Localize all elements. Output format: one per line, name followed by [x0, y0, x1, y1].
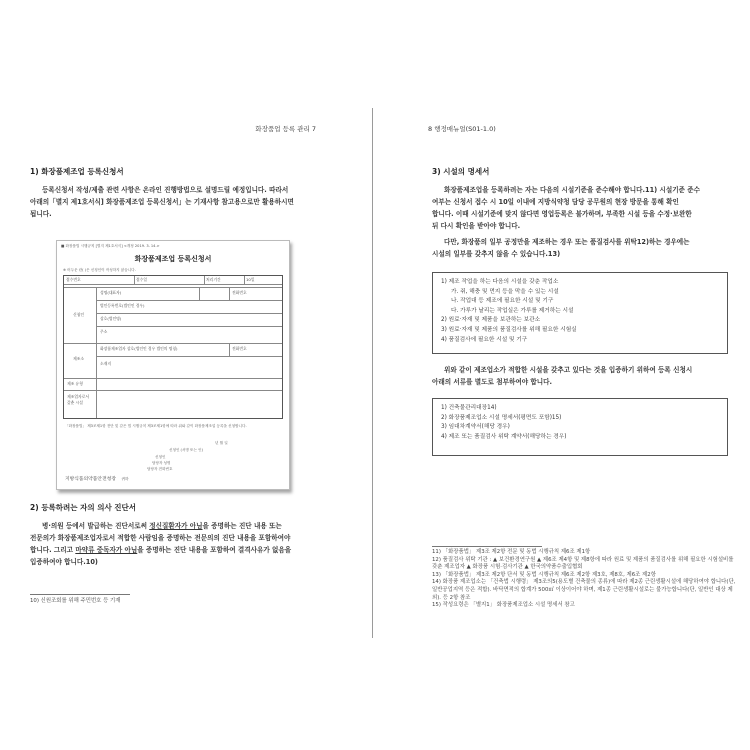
- section3-title: 3) 시설의 명세서: [432, 167, 490, 176]
- footnote: 12) 품질검사 위탁 기관 : ▲ 보건환경연구원 ▲ 제6조 제4항 및 제8항에 따라 원료 및 제품의 품질검사를 위해 필요한 시험설비를 갖춘 제조업자 ▲ 화장품 시험·검사기관 ▲ 한국의약품수출입협회: [432, 556, 734, 571]
- section2-underlined: 마약류 중독자가 아님: [75, 546, 138, 554]
- section2-line: 전문의가 화장품제조업자로서 적합한 사람임을 증명하는 전문의의 진단 내용을 포함하여야: [30, 534, 291, 542]
- registration-form-image: [56, 240, 290, 490]
- document-item: 1) 건축물관리대장14): [441, 405, 497, 411]
- document-item: 3) 임대차계약서(해당 경우): [441, 424, 510, 431]
- form-note: ※ 어두운 란( )은 신청인이 작성하지 않습니다.: [63, 268, 136, 272]
- form-signature-label: 담당자 전화번호: [147, 467, 173, 471]
- form-applicant-name-label: 성명(대표자): [100, 290, 122, 295]
- document-item: 4) 제조 또는 품질검사 위탁 계약서(해당하는 경우): [441, 433, 567, 440]
- section3-line: 뒤 다시 확인을 받아야 합니다.: [432, 222, 521, 230]
- requirement-item: 3) 원료·자재 및 제품의 품질검사를 위해 필요한 시험실: [441, 326, 577, 333]
- footnote: 15) 작성요령은 「별지1」 화장품제조업소 시설 명세서 참고: [432, 602, 575, 609]
- section3-line: 화장품제조업을 등록하려는 자는 다음의 시설기준을 준수해야 합니다.11) 시설기준 준수: [444, 186, 700, 194]
- form-date: 년 월 일: [215, 441, 228, 445]
- form-factory-row: 화장품제조업자 상호(법인인 경우 법인의 명칭): [100, 346, 178, 351]
- section3-line: 시설의 일부를 갖추지 않을 수 있습니다.13): [432, 250, 561, 258]
- section3-line: 위와 같이 제조업소가 적합한 시설을 갖추고 있다는 것을 입증하기 위하여 등록 신청시: [444, 366, 693, 374]
- requirement-item: 나. 작업대 등 제조에 필요한 시설 및 기구: [451, 298, 554, 305]
- form-header-cell: 처리기간: [206, 277, 221, 282]
- section1-line: 등록신청서 작성/제출 관련 사항은 온라인 진행방법으로 설명드릴 예정입니다. 따라서: [42, 186, 289, 194]
- form-org: [65, 475, 128, 482]
- section2-line: [30, 520, 352, 532]
- facility-requirements-box: [432, 272, 728, 354]
- form-factory-label: 제조소: [73, 356, 85, 361]
- requirement-item: 2) 원료·자재 및 제품을 보관하는 보관소: [441, 317, 541, 324]
- footnote: 10) 신원조회를 위해 주민번호 등 기재: [30, 598, 121, 604]
- section2-text: 합니다. 그리고: [30, 546, 76, 554]
- section2-underlined: 정신질환자가 아님: [149, 522, 203, 530]
- form-header-cell: 10일: [246, 277, 255, 282]
- section1-line: 아래의「별지 제1호서식] 화장품제조업 등록신청서」는 기재사항 참고용으로만 활용하시면: [30, 198, 294, 206]
- form-applicant-row: 주소: [100, 329, 108, 334]
- section3-line: 여부는 신청서 접수 시 10일 이내에 지방식약청 담당 공무원의 현장 방문을 통해 확인: [432, 198, 679, 206]
- section3-line: 다만, 화장품의 일부 공정만을 제조하는 경우 또는 품질검사를 위탁12)하는 경우에는: [444, 238, 690, 246]
- form-org-name: 지방식품의약품안전청장: [65, 477, 116, 482]
- right-page-header: 8 행정매뉴얼(S01-1.0): [428, 125, 496, 133]
- section1-paragraph: [30, 184, 350, 220]
- footnote: 13) 「화장품법」 제3조 제2항 단서 및 동법 시행규칙 제6조 제2항 제3호, 제8호, 제6조 제2항: [432, 571, 656, 578]
- form-extra-row: 제조업자로서 갖춘 시설: [67, 394, 90, 405]
- form-table: [63, 275, 283, 419]
- required-documents-box: [432, 398, 728, 456]
- form-factory-row: 소재지: [100, 361, 112, 366]
- footnote-rule: [30, 594, 130, 595]
- section2-text: 을 증명하는 진단 내용을 포함하여 결격사유가 없음을: [137, 546, 292, 554]
- right-page: [376, 0, 750, 750]
- section2-text: 병·의원 등에서 발급하는 진단서로써: [42, 522, 150, 530]
- form-header-cell: 접수번호: [66, 277, 81, 282]
- form-body-text: 「화장품법」 제3조제1항 전단 및 같은 법 시행규칙 제3조제1항에 따라 위와 같이 화장품제조업 등록을 신청합니다.: [65, 424, 247, 428]
- form-org-suffix: 귀하: [121, 477, 129, 481]
- document-item: 2) 화장품제조업소 시설 명세서(평면도 포함)15): [441, 414, 562, 421]
- section2-line: 입증하여야 합니다.10): [30, 558, 98, 566]
- footnotes: [432, 549, 738, 610]
- section2-title: 2) 등록하려는 자의 의사 진단서: [30, 503, 137, 512]
- section1-line: 됩니다.: [30, 210, 52, 218]
- form-extra-row: 제조 유형: [67, 381, 83, 386]
- form-signature-label: 담당자 성명: [152, 461, 171, 465]
- left-page: [0, 0, 372, 750]
- requirement-item: 1) 제조 작업을 하는 다음의 시설을 갖춘 작업소: [441, 279, 559, 285]
- form-applicant-row: 상호(법인명): [100, 316, 122, 321]
- form-top-note: ■ 화장품법 시행규칙 [별지 제1호서식] <개정 2019. 3. 14.>: [61, 244, 160, 248]
- requirement-item: 4) 품질검사에 필요한 시설 및 기구: [441, 336, 528, 343]
- form-title: 화장품제조업 등록신청서: [134, 255, 212, 263]
- section2-paragraph: [30, 520, 352, 568]
- form-applicant-row: 법인등록번호(법인인 경우): [100, 303, 145, 308]
- left-page-header: 화장품업 등록 관리 7: [255, 125, 316, 133]
- footnote: 14) 화장품 제조업소는 「건축법 시행령」 제3조의5(용도별 건축물의 종류)에 따라 제2종 근린생활시설에 해당하여야 합니다(단, 일반공업지역 등은 적합). 바닥면적의 합계가 500㎡ 이상이어야 하며, 제1종 근린생활시설로는 불가능합니다(단, 일반인 대상 제외). 등 2항 참조: [432, 579, 736, 601]
- section1-title: 1) 화장품제조업 등록신청서: [30, 167, 124, 176]
- form-header-cell: 접수일: [136, 277, 148, 282]
- section2-text: 을 증명하는 진단 내용 또는: [202, 522, 282, 530]
- form-signature: 신청인 (서명 또는 인): [169, 448, 204, 452]
- section3-paragraph: [432, 364, 744, 388]
- form-factory-row: 전화번호: [232, 346, 247, 351]
- form-applicant-row: 전화번호: [232, 290, 247, 295]
- form-signature-label: 신청인: [155, 455, 166, 459]
- section3-paragraph: [432, 184, 744, 232]
- page-gutter-divider: [372, 108, 373, 638]
- section2-line: [30, 544, 352, 556]
- footnote-rule: [432, 546, 542, 547]
- section3-line: 합니다. 이때 시설기준에 맞지 않다면 영업등록은 불가하며, 부족한 시설 등을 수정·보완한: [432, 210, 692, 218]
- section3-line: 아래의 서류를 별도로 첨부하여야 합니다.: [432, 378, 552, 386]
- footnote: 11) 「화장품법」 제3조 제2항 전문 및 동법 시행규칙 제6조 제1항: [432, 549, 591, 555]
- requirement-item: 다. 가루가 날리는 작업실은 가루를 제거하는 시설: [451, 307, 574, 314]
- section3-paragraph: [432, 236, 744, 260]
- requirement-item: 가. 쥐, 해충 및 먼지 등을 막을 수 있는 시설: [451, 288, 559, 295]
- form-applicant-label: 신청인: [73, 312, 85, 317]
